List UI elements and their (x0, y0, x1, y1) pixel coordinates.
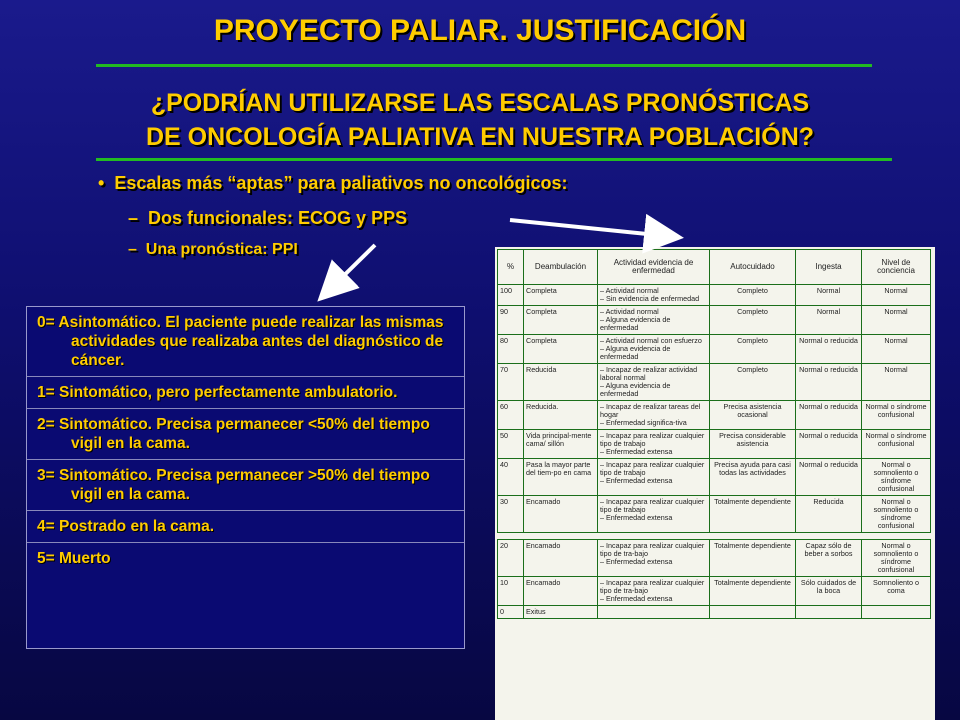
pps-header-cell: Actividad evidencia de enfermedad (598, 250, 710, 285)
pps-cell: Completa (524, 285, 598, 306)
ecog-item-3 (27, 460, 464, 511)
pps-cell: Precisa ayuda para casi todas las actividades (710, 459, 796, 496)
pps-cell: Normal o reducida (796, 459, 862, 496)
pps-cell: – Actividad normal – Sin evidencia de enfermedad (598, 285, 710, 306)
pps-cell: Normal o somnoliento o síndrome confusional (862, 540, 931, 577)
pps-cell: Reducida (796, 496, 862, 533)
ecog-item-2 (27, 409, 464, 460)
pps-cell (710, 606, 796, 619)
ecog-item-text: 5= Muerto (37, 550, 111, 567)
pps-cell: Normal o reducida (796, 335, 862, 364)
table-row (498, 364, 931, 401)
pps-cell: Normal o síndrome confusional (862, 430, 931, 459)
pps-cell: Precisa asistencia ocasional (710, 401, 796, 430)
pps-cell (862, 606, 931, 619)
arrow-to-pps-icon (510, 220, 676, 237)
ecog-scale-box (26, 306, 465, 649)
pps-cell: Vida principal-mente cama/ sillón (524, 430, 598, 459)
pps-cell: Completo (710, 335, 796, 364)
subtitle-line-2: DE ONCOLOGÍA PALIATIVA EN NUESTRA POBLACIÓN? (145, 123, 815, 151)
pps-cell: Precisa considerable asistencia (710, 430, 796, 459)
pps-cell: Capaz sólo de beber a sorbos (796, 540, 862, 577)
pps-cell: – Incapaz para realizar cualquier tipo de trabajo – Enfermedad extensa (598, 459, 710, 496)
pps-table-continuation (497, 539, 931, 619)
pps-cell: Normal o reducida (796, 401, 862, 430)
table-row (498, 606, 931, 619)
pps-cell: – Incapaz para realizar cualquier tipo de tra-bajo – Enfermedad extensa (598, 540, 710, 577)
pps-cell: 30 (498, 496, 524, 533)
ecog-item-text: 0= Asintomático. El paciente puede realizar las mismas actividades que realizaba antes del diagnóstico de cáncer. (37, 314, 444, 369)
table-row (498, 577, 931, 606)
ecog-item-4 (27, 511, 464, 543)
pps-scale-table (495, 247, 935, 720)
dash-marker: – (128, 241, 137, 258)
ecog-item-0 (27, 307, 464, 377)
dash-marker: – (128, 208, 139, 228)
pps-cell (796, 606, 862, 619)
pps-table-main (497, 249, 931, 533)
table-row (498, 496, 931, 533)
bullet-sub-2-text: Una pronóstica: PPI (145, 241, 298, 258)
pps-cell: Normal (862, 306, 931, 335)
pps-header-cell: Autocuidado (710, 250, 796, 285)
pps-cell: Normal o reducida (796, 430, 862, 459)
pps-cell: 80 (498, 335, 524, 364)
table-row (498, 306, 931, 335)
pps-cell: 10 (498, 577, 524, 606)
subtitle-line-1: ¿PODRÍAN UTILIZARSE LAS ESCALAS PRONÓSTICAS (150, 89, 810, 117)
pps-cell: Pasa la mayor parte del tiem-po en cama (524, 459, 598, 496)
pps-cell: Reducida (524, 364, 598, 401)
pps-cell: 20 (498, 540, 524, 577)
pps-cell (598, 606, 710, 619)
pps-cell: – Incapaz para realizar cualquier tipo de tra-bajo – Enfermedad extensa (598, 577, 710, 606)
arrow-to-ecog-icon (323, 245, 375, 296)
pps-cell: Normal (796, 306, 862, 335)
pps-cell: 90 (498, 306, 524, 335)
bullet-sub-1-text: Dos funcionales: ECOG y PPS (148, 208, 408, 228)
bullet-main (98, 173, 567, 194)
table-row (498, 285, 931, 306)
pps-cell: Encamado (524, 577, 598, 606)
pps-cell: Totalmente dependiente (710, 496, 796, 533)
pps-header-cell: Ingesta (796, 250, 862, 285)
pps-cell: 70 (498, 364, 524, 401)
pps-cell: Completa (524, 335, 598, 364)
table-row (498, 430, 931, 459)
pps-cell: Somnoliento o coma (862, 577, 931, 606)
bullet-sub-2 (128, 241, 298, 259)
pps-cell: Completo (710, 285, 796, 306)
pps-cell: Normal o somnoliento o síndrome confusional (862, 496, 931, 533)
bullet-sub-1 (128, 208, 407, 229)
pps-cell: 40 (498, 459, 524, 496)
pps-cell: – Actividad normal con esfuerzo – Alguna evidencia de enfermedad (598, 335, 710, 364)
pps-header-cell: Deambulación (524, 250, 598, 285)
slide-title: PROYECTO PALIAR. JUSTIFICACIÓN (213, 14, 747, 47)
ecog-item-text: 4= Postrado en la cama. (37, 518, 215, 535)
ecog-item-text: 3= Sintomático. Precisa permanecer >50% del tiempo vigil en la cama. (37, 467, 430, 503)
pps-cell: Encamado (524, 540, 598, 577)
pps-cell: Completo (710, 364, 796, 401)
pps-cell: Encamado (524, 496, 598, 533)
pps-cell: Exitus (524, 606, 598, 619)
slide-subtitle (40, 86, 920, 154)
pps-cell: 50 (498, 430, 524, 459)
pps-cell: Totalmente dependiente (710, 577, 796, 606)
table-row (498, 540, 931, 577)
pps-cell: Completa (524, 306, 598, 335)
table-row (498, 401, 931, 430)
pps-cell: Normal o somnoliento o síndrome confusional (862, 459, 931, 496)
pps-cell: 0 (498, 606, 524, 619)
ecog-item-5 (27, 543, 464, 574)
pps-cell: Normal (862, 285, 931, 306)
bullet-main-text: Escalas más “aptas” para paliativos no oncológicos: (114, 173, 568, 193)
pps-cell: 60 (498, 401, 524, 430)
pps-cell: Sólo cuidados de la boca (796, 577, 862, 606)
table-row (498, 335, 931, 364)
pps-header-cell: Nivel de conciencia (862, 250, 931, 285)
pps-cell: – Actividad normal – Alguna evidencia de enfermedad (598, 306, 710, 335)
pps-cell: 100 (498, 285, 524, 306)
pps-cell: – Incapaz para realizar cualquier tipo de trabajo – Enfermedad extensa (598, 496, 710, 533)
ecog-item-text: 1= Sintomático, pero perfectamente ambulatorio. (37, 384, 398, 401)
pps-header-cell: % (498, 250, 524, 285)
pps-cell: – Incapaz de realizar actividad laboral normal – Alguna evidencia de enfermedad (598, 364, 710, 401)
pps-cell: Normal o reducida (796, 364, 862, 401)
pps-cell: Normal (796, 285, 862, 306)
pps-cell: Reducida. (524, 401, 598, 430)
pps-cell: Totalmente dependiente (710, 540, 796, 577)
pps-cell: Normal (862, 335, 931, 364)
pps-cell: Normal o síndrome confusional (862, 401, 931, 430)
pps-cell: Completo (710, 306, 796, 335)
bullet-marker: • (98, 173, 105, 193)
pps-cell: – Incapaz de realizar tareas del hogar – Enfermedad significa-tiva (598, 401, 710, 430)
pps-cell: – Incapaz para realizar cualquier tipo de trabajo – Enfermedad extensa (598, 430, 710, 459)
pps-cell: Normal (862, 364, 931, 401)
table-row (498, 459, 931, 496)
title-underline (96, 64, 872, 67)
ecog-item-text: 2= Sintomático. Precisa permanecer <50% del tiempo vigil en la cama. (37, 416, 430, 452)
ecog-item-1 (27, 377, 464, 409)
subtitle-underline (96, 158, 892, 161)
